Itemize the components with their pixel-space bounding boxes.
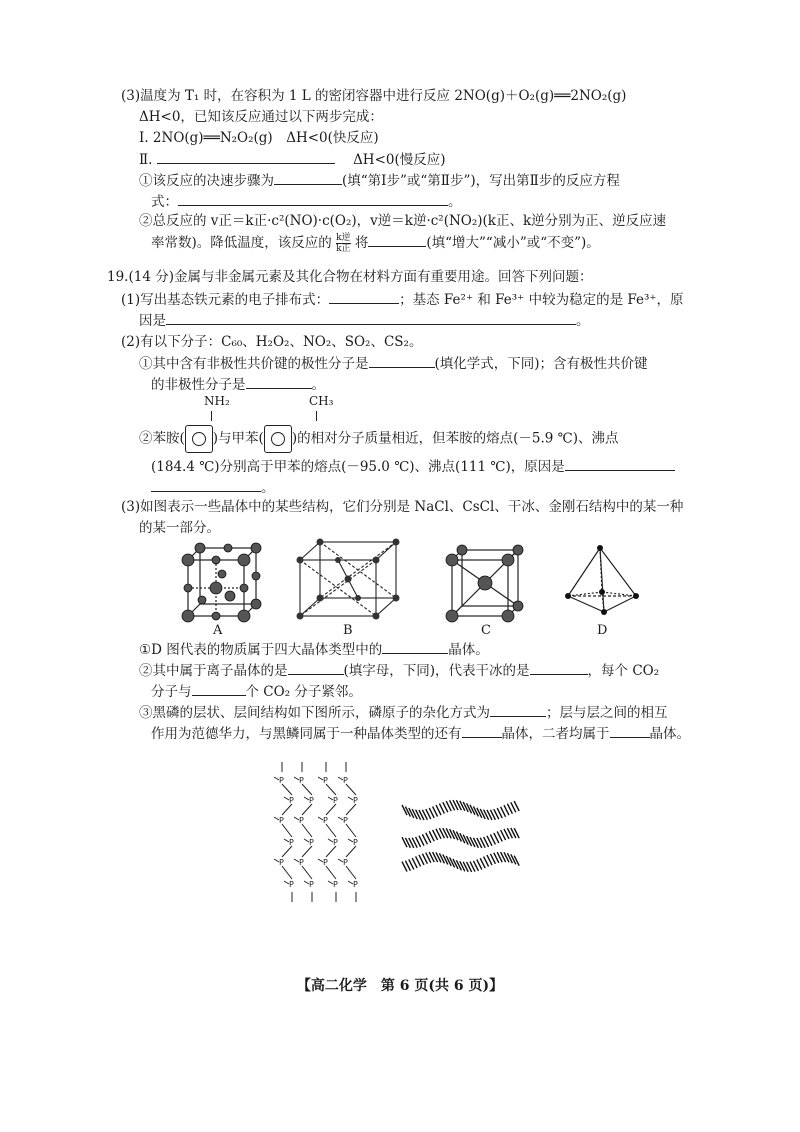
p-atom-label: P: [353, 880, 358, 889]
sub2-text-b: 率常数)。降低温度，该反应的: [151, 235, 332, 251]
interlayer-bond: [473, 806, 478, 816]
q18-line1: (3)温度为 T₁ 时，在容积为 1 L 的密闭容器中进行反应 2NO(g)＋O₂(g)══2NO₂(g): [121, 88, 627, 104]
interlayer-bond: [402, 805, 407, 815]
q18-step1: Ⅰ. 2NO(g)══N₂O₂(g) ΔH<0(快反应): [139, 130, 379, 146]
interlayer-bond: [514, 856, 519, 866]
p1-text-c: 因是: [139, 313, 166, 329]
frac-bottom: k正: [336, 244, 351, 254]
p-atom-label: P: [323, 858, 328, 867]
label-d: D: [597, 623, 608, 638]
p-atom-label: P: [289, 838, 294, 847]
p-bond: [282, 846, 292, 857]
q19-p3-cont: 的某一部分。: [139, 520, 220, 536]
p-bond: [302, 784, 312, 795]
p-atom-label: P: [353, 838, 358, 847]
p1-text-b: ；基态 Fe²⁺ 和 Fe³⁺ 中较为稳定的是 Fe³⁺，原: [399, 292, 684, 308]
sub1-text-b: (填“第Ⅰ步”或“第Ⅱ步”)，写出第Ⅱ步的反应方程: [342, 173, 620, 189]
label-a: A: [213, 623, 223, 638]
p-atom-label: P: [279, 776, 284, 785]
p-atom-label: P: [343, 816, 348, 825]
p3-2-text-d: 分子与: [151, 684, 192, 700]
p-atom-label: P: [353, 796, 358, 805]
black-phosphorus-layer-structure: [274, 762, 358, 902]
p-bond: [326, 804, 336, 815]
p3-3-text-d: 晶体，二者均属于: [501, 726, 610, 742]
q18-sub2: ②总反应的 v正＝k正·c²(NO)·c(O₂)，v逆＝k逆·c²(NO₂)(k正、k逆分别为正、逆反应速: [139, 213, 667, 229]
p-bond: [346, 784, 356, 795]
label-c: C: [481, 623, 491, 638]
interlayer-bond: [450, 857, 455, 867]
p-bond: [282, 824, 292, 837]
p3-3-text-c: 作用为范德华力，与黑鳞同属于一种晶体类型的还有: [151, 726, 462, 742]
p-atom-label: P: [323, 776, 328, 785]
p-bond: [302, 866, 312, 879]
p-bond: [346, 846, 356, 857]
p-bond: [282, 784, 292, 795]
p-bond: [346, 866, 356, 879]
p-atom-label: P: [279, 858, 284, 867]
p-atom-label: P: [333, 880, 338, 889]
p3-2-text-c: ，每个 CO₂: [587, 663, 660, 679]
black-phosphorus-interlayer-structure: [402, 800, 519, 872]
p-bond: [302, 824, 312, 837]
step2-prefix: Ⅱ.: [139, 152, 153, 168]
p2-2-text-d: (184.4 ℃)分别高于甲苯的熔点(－95.0 ℃)、沸点(111 ℃)，原因是: [151, 459, 565, 475]
p-bond: [302, 804, 312, 815]
step2-suffix: ΔH<0(慢反应): [353, 152, 446, 168]
p2-1-text-b: (填化学式，下同)；含有极性共价键: [434, 356, 648, 372]
p2-1-text-a: ①其中含有非极性共价键的极性分子是: [139, 356, 369, 372]
p3-2-text-a: ②其中属于离子晶体的是: [139, 663, 288, 679]
interlayer-bond: [446, 856, 451, 866]
p-atom-label: P: [279, 816, 284, 825]
p-bond: [346, 824, 356, 837]
p3-2-text-b: (填字母，下同)，代表干冰的是: [343, 663, 530, 679]
interlayer-bond: [470, 805, 475, 815]
p-atom-label: P: [299, 776, 304, 785]
p-bond: [326, 866, 336, 879]
q19-header: 19.(14 分)金属与非金属元素及其化合物在材料方面有重要用途。回答下列问题：: [107, 269, 593, 285]
q18-line2: ΔH<0，已知该反应通过以下两步完成：: [139, 109, 383, 125]
sub2-text-d: (填“增大”“减小”或“不变”)。: [426, 235, 600, 251]
p2-2-text-b: )与甲苯(: [212, 430, 264, 447]
p2-1-end: 。: [311, 377, 325, 393]
p2-1-text-c: 的非极性分子是: [151, 377, 246, 393]
sub1-text-a: ①该反应的决速步骤为: [139, 173, 274, 189]
p-atom-label: P: [309, 838, 314, 847]
interlayer-bond: [460, 833, 465, 843]
interlayer-bond: [405, 807, 410, 817]
p1-text-a: (1)写出基态铁元素的电子排布式：: [121, 292, 330, 308]
p2-2-end: 。: [261, 480, 275, 496]
interlayer-bond: [463, 835, 468, 845]
p-atom-label: P: [289, 796, 294, 805]
p-bond: [282, 866, 292, 879]
label-b: B: [343, 623, 353, 638]
p-atom-label: P: [333, 838, 338, 847]
p-atom-label: P: [343, 858, 348, 867]
p-atom-label: P: [289, 880, 294, 889]
p-atom-label: P: [309, 880, 314, 889]
p-atom-label: P: [343, 776, 348, 785]
frac-top: k逆: [336, 233, 351, 243]
p-atom-label: P: [299, 858, 304, 867]
p-bond: [346, 804, 356, 815]
p-atom-label: P: [333, 796, 338, 805]
sub2-text-c: 将: [354, 235, 369, 251]
sub1-end: 。: [448, 194, 462, 210]
p-atom-label: P: [309, 796, 314, 805]
ch3-label: CH₃: [309, 394, 334, 408]
p-bond: [302, 846, 312, 857]
p-bond: [326, 846, 336, 857]
p2-2-text-a: ②苯胺(: [139, 430, 185, 447]
p-bond: [282, 804, 292, 815]
p3-1-text-b: 晶体。: [448, 642, 489, 658]
p3-3-text-e: 晶体。: [649, 726, 690, 742]
p-bond: [326, 784, 336, 795]
interlayer-bond: [456, 832, 461, 842]
q19-p3: (3)如图表示一些晶体中的某些结构，它们分别是 NaCl、CsCl、干冰、金刚石结构中的某一种: [121, 499, 684, 515]
p3-2-text-e: 个 CO₂ 分子紧邻。: [245, 684, 362, 700]
sub1-text-c: 式：: [151, 194, 178, 210]
page-footer: 【高二化学 第 6 页(共 6 页)】: [296, 978, 504, 994]
p3-3-text-a: ③黑磷的层状、层间结构如下图所示，磷原子的杂化方式为: [139, 705, 490, 721]
p-bond: [326, 824, 336, 837]
p1-end: 。: [576, 313, 590, 329]
p3-3-text-b: ；层与层之间的相互: [546, 705, 668, 721]
p-atom-label: P: [323, 816, 328, 825]
p2-2-text-c: )的相对分子质量相近，但苯胺的熔点(－5.9 ℃)、沸点: [291, 430, 619, 447]
p-atom-label: P: [299, 816, 304, 825]
nh2-label: NH₂: [204, 394, 230, 408]
q19-p2-head: (2)有以下分子：C₆₀、H₂O₂、NO₂、SO₂、CS₂。: [121, 334, 423, 350]
p3-1-text-a: ①D 图代表的物质属于四大晶体类型中的: [139, 642, 383, 658]
